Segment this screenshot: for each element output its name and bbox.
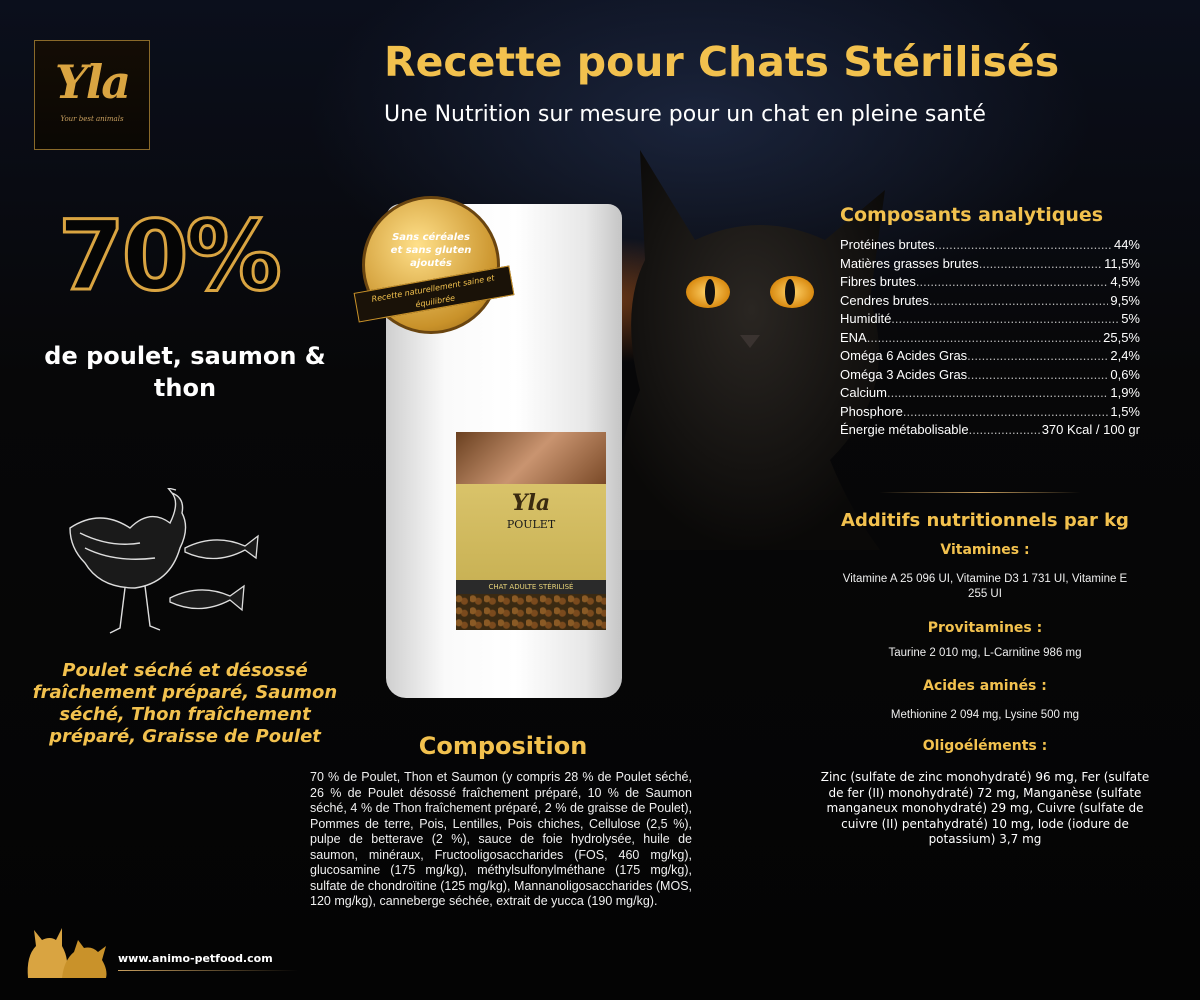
vitamines-section <box>812 542 1158 601</box>
analytic-row <box>840 236 1140 255</box>
additifs-title: Additifs nutritionnels par kg <box>841 510 1129 531</box>
analytic-value: 2,4% <box>1110 348 1140 363</box>
analytic-label: Phosphore <box>840 403 903 419</box>
vitamines-title: Vitamines : <box>940 542 1030 558</box>
website-link[interactable]: www.animo-petfood.com <box>118 952 273 965</box>
cat-dog-silhouette-icon <box>22 916 110 980</box>
ingredients-highlight: Poulet séché et désossé fraîchement préparé, Saumon séché, Thon fraîchement préparé, Graisse de Poulet <box>32 660 338 747</box>
analytic-value: 11,5% <box>1104 255 1140 271</box>
bag-label <box>456 432 606 630</box>
analytic-label: Humidité <box>840 311 892 326</box>
analytic-value: 0,6% <box>1110 366 1140 382</box>
analytic-table <box>840 236 1140 440</box>
analytic-value: 25,5% <box>1103 329 1140 345</box>
analytic-value: 370 Kcal / 100 gr <box>1041 422 1140 437</box>
analytic-label: Énergie métabolisable <box>840 422 969 437</box>
composition-text: 70 % de Poulet, Thon et Saumon (y compris 28 % de Poulet séché, 26 % de Poulet désossé fraîchement préparé, 10 % de Saumon séché, 4 % de Thon fraîchement préparé, 2 % de graisse de Poulet), Pommes de terre, Pois, Lentilles, Pois chiches, Cellulose (2,5 %), pulpe de betterave (2 %), sauce de foie hydrolysée, huile de saumon, minéraux, Fructooligosaccharides (FOS, 460 mg/kg), glucosamine (175 mg/kg), méthylsulfonylméthane (175 mg/kg), sulfate de chondroïtine (125 mg/kg), Mannanoligosaccharides (MOS, 120 mg/kg), canneberge séchée, extrait de yucca (190 mg/kg). <box>310 770 692 908</box>
provitamines-section <box>812 620 1158 661</box>
analytic-row <box>840 292 1140 311</box>
analytic-label: Oméga 6 Acides Gras <box>840 348 968 363</box>
provitamines-text: Taurine 2 010 mg, L-Carnitine 986 mg <box>888 647 1082 659</box>
composition-title: Composition <box>418 732 588 760</box>
percent-caption: de poulet, saumon & thon <box>44 342 326 402</box>
oligo-text: Zinc (sulfate de zinc monohydraté) 96 mg, Fer (sulfate de fer (II) monohydraté) 72 mg, Manganèse (sulfate manganeux monohydraté) 29 mg, Cuivre (sulfate de cuivre (II) pentahydraté) 10 mg, Iode (iodure de potassium) 3,7 mg <box>820 770 1150 846</box>
analytic-value: 1,9% <box>1110 385 1140 400</box>
analytic-label: Calcium <box>840 385 887 400</box>
analytic-row <box>840 347 1140 366</box>
analytic-row <box>840 366 1140 385</box>
logo-mark: Yla <box>54 55 130 109</box>
analytic-label: Matières grasses brutes <box>840 255 979 271</box>
oligo-title: Oligoéléments : <box>922 738 1048 754</box>
page-subtitle: Une Nutrition sur mesure pour un chat en pleine santé <box>384 102 986 127</box>
vitamines-text: Vitamine A 25 096 UI, Vitamine D3 1 731 UI, Vitamine E 255 UI <box>842 573 1128 600</box>
analytic-value: 5% <box>1121 311 1140 326</box>
brand-logo <box>34 40 150 150</box>
percent-highlight: 70% <box>58 200 279 312</box>
analytic-row <box>840 255 1140 274</box>
analytic-row <box>840 310 1140 329</box>
analytic-row <box>840 421 1140 440</box>
chicken-fish-illustration <box>60 488 260 638</box>
bag-variant: CHAT ADULTE STÉRILISÉ <box>456 580 606 594</box>
bag-brand-panel <box>456 484 606 580</box>
bag-logo: Yla <box>511 490 551 516</box>
analytic-row <box>840 403 1140 422</box>
acides-title: Acides aminés : <box>923 678 1047 694</box>
section-divider <box>880 492 1080 493</box>
footer-underline <box>118 970 298 971</box>
seal-top-text: Sans céréales et sans gluten ajoutés <box>390 232 472 269</box>
quality-seal <box>362 196 500 334</box>
analytic-row <box>840 273 1140 292</box>
analytic-label: ENA <box>840 329 867 345</box>
logo-tagline: Your best animals <box>60 115 124 123</box>
oligo-section <box>812 738 1158 848</box>
bag-product-name: POULET <box>506 518 556 531</box>
seal-band-text: Recette naturellement saine et équilibrée <box>354 266 515 323</box>
analytic-label: Fibres brutes <box>840 274 916 289</box>
analytic-value: 4,5% <box>1110 274 1140 289</box>
analytic-label: Protéines brutes <box>840 237 935 252</box>
analytic-row <box>840 329 1140 348</box>
acides-text: Methionine 2 094 mg, Lysine 500 mg <box>890 709 1080 721</box>
analytic-title: Composants analytiques <box>840 204 1104 226</box>
provitamines-title: Provitamines : <box>927 620 1043 636</box>
analytic-row <box>840 384 1140 403</box>
analytic-label: Cendres brutes <box>840 292 929 308</box>
acides-section <box>812 678 1158 723</box>
bag-kibble <box>456 594 606 630</box>
analytic-value: 1,5% <box>1110 403 1140 419</box>
analytic-label: Oméga 3 Acides Gras <box>840 366 968 382</box>
analytic-value: 9,5% <box>1110 292 1140 308</box>
analytic-value: 44% <box>1113 237 1140 252</box>
page-title: Recette pour Chats Stérilisés <box>384 38 1060 86</box>
bag-photo <box>456 432 606 484</box>
